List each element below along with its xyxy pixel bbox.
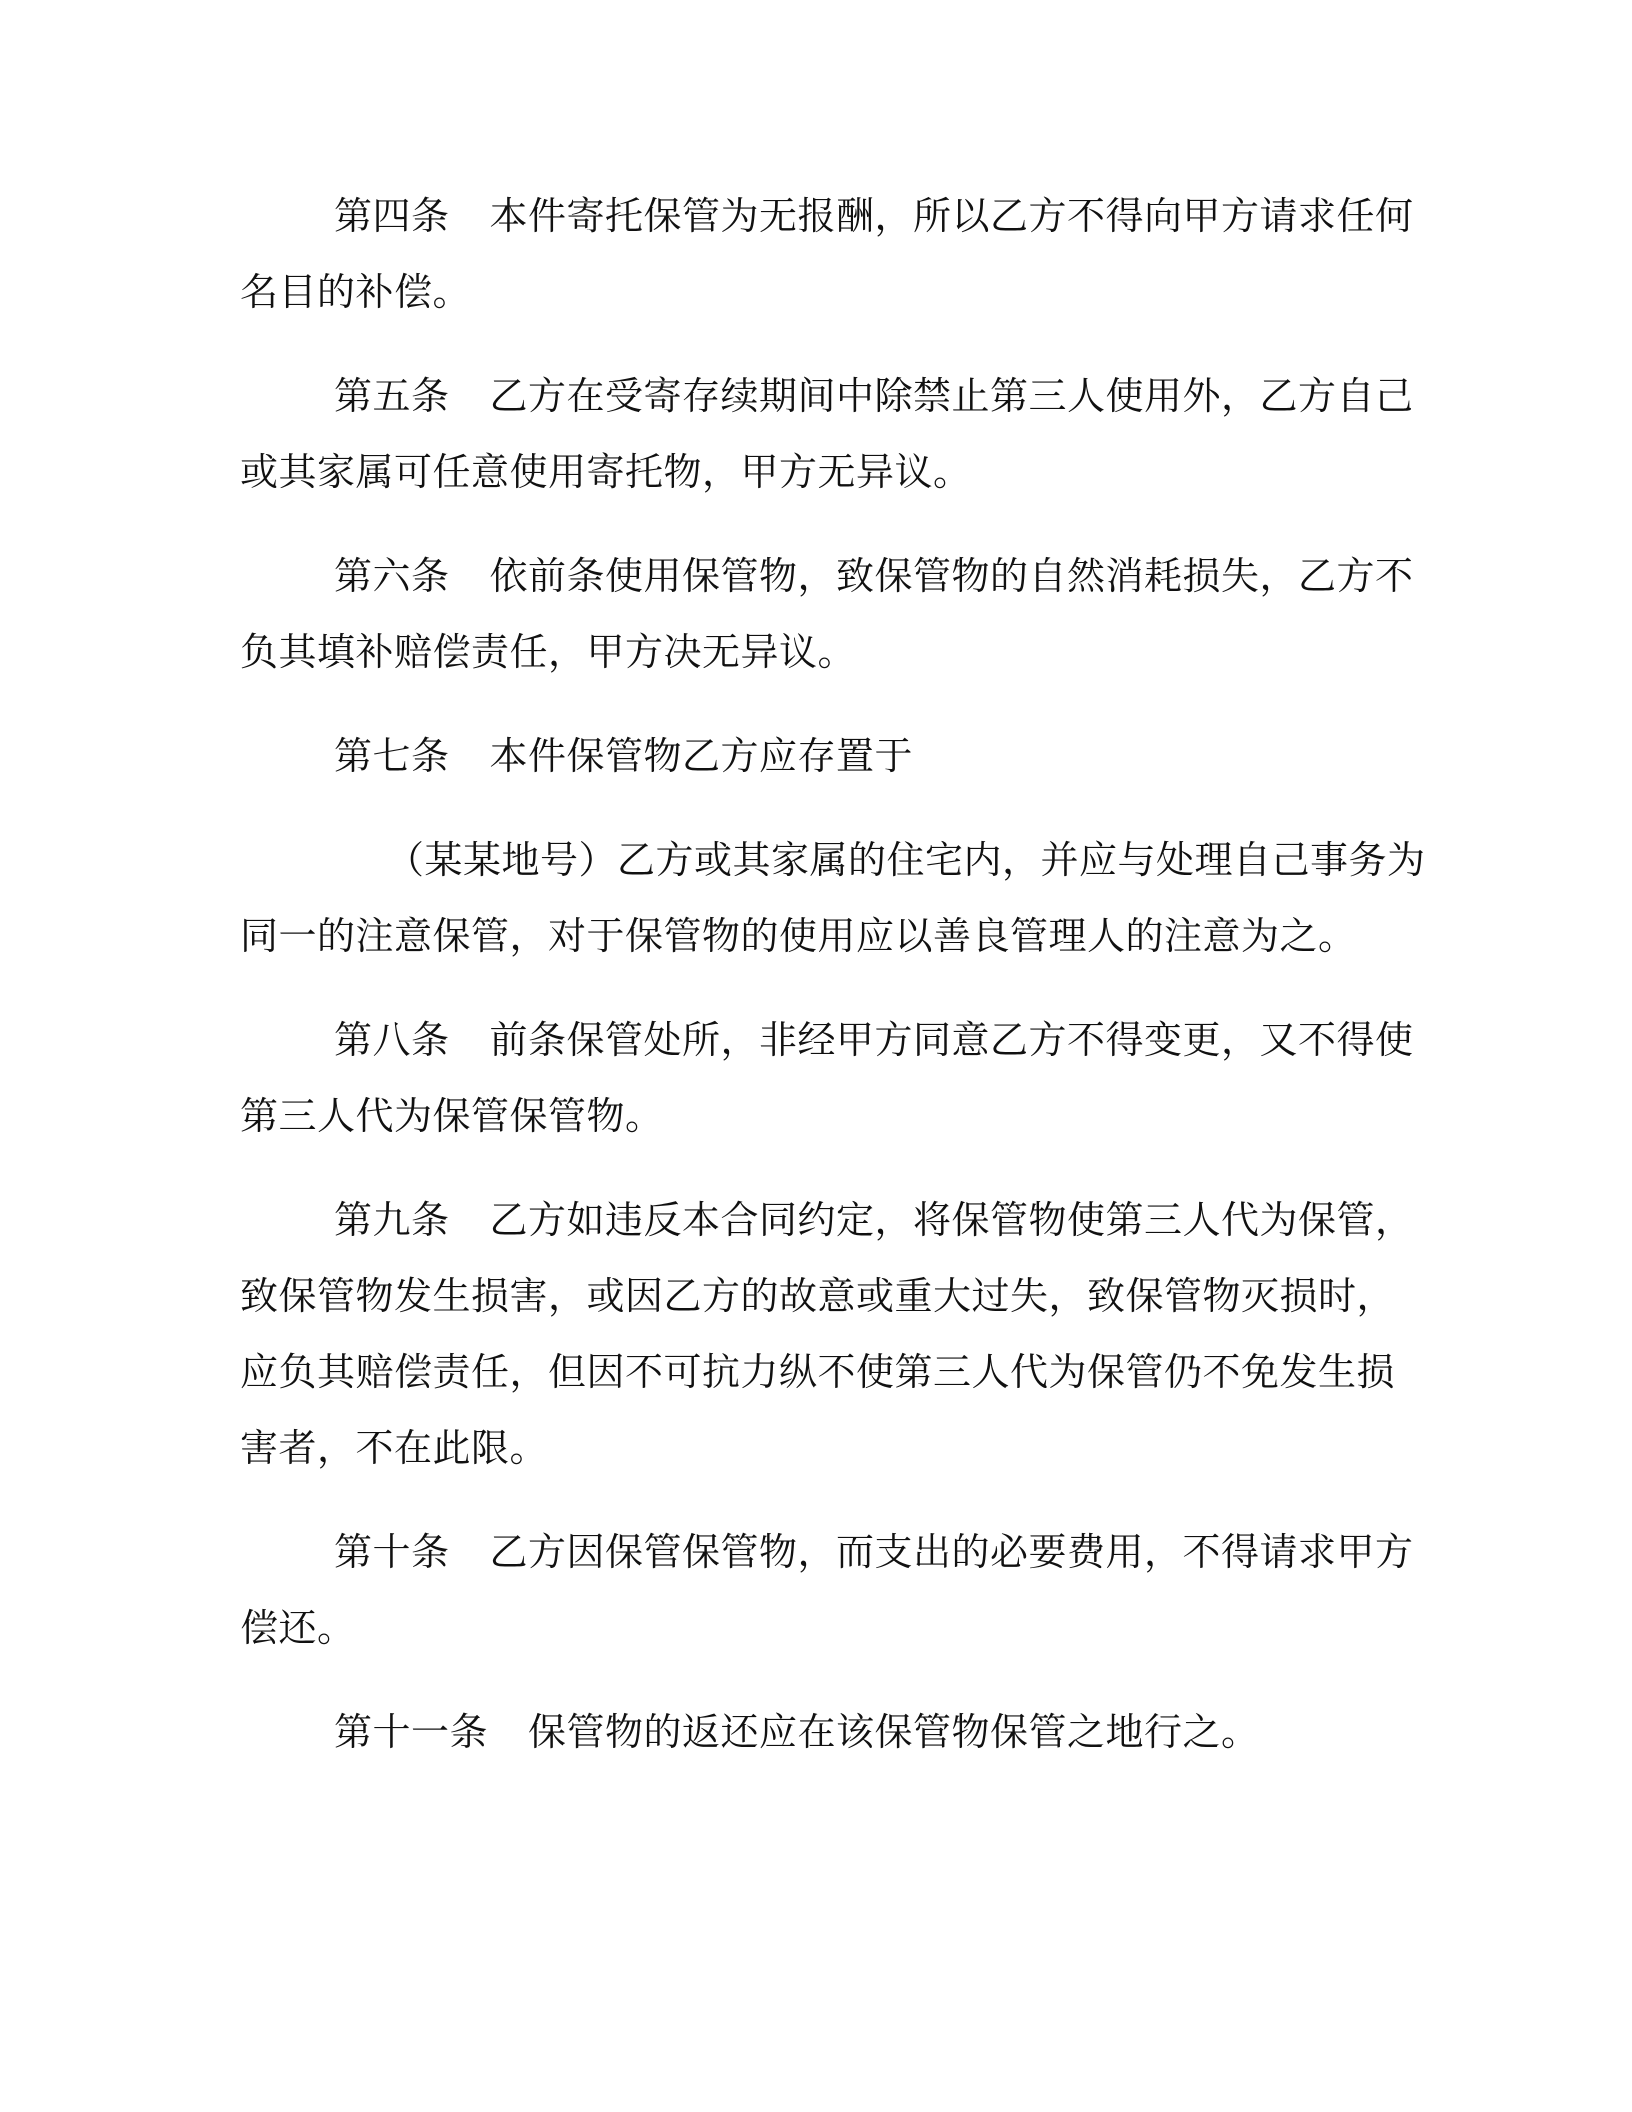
article-7-text-3: 同一的注意保管，对于保管物的使用应以善良管理人的注意为之。 [240,914,1357,958]
article-5-text-1: 乙方在受寄存续期间中除禁止第三人使用外，乙方自己 [489,374,1414,418]
article-9-text-1: 乙方如违反本合同约定，将保管物使第三人代为保管， [489,1198,1414,1242]
article-9-text-2: 致保管物发生损害，或因乙方的故意或重大过失，致保管物灭损时， [240,1274,1396,1318]
article-5-text-2: 或其家属可任意使用寄托物，甲方无异议。 [240,450,972,494]
article-7-heading: 第七条 [334,734,450,778]
article-9-text-3: 应负其赔偿责任，但因不可抗力纵不使第三人代为保管仍不免发生损 [240,1350,1396,1394]
article-11-text-1: 保管物的返还应在该保管物保管之地行之。 [528,1710,1260,1754]
article-4-text-2: 名目的补偿。 [240,270,472,314]
article-8-text-2: 第三人代为保管保管物。 [240,1094,664,1138]
article-4-text-1: 本件寄托保管为无报酬，所以乙方不得向甲方请求任何 [489,194,1414,238]
article-5-heading: 第五条 [334,374,450,418]
article-4-heading: 第四条 [334,194,450,238]
article-8-text-1: 前条保管处所，非经甲方同意乙方不得变更，又不得使 [489,1018,1414,1062]
article-6-heading: 第六条 [334,554,450,598]
article-8-heading: 第八条 [334,1018,450,1062]
article-9-text-4: 害者，不在此限。 [240,1426,549,1470]
article-7-text-2: （某某地号）乙方或其家属的住宅内，并应与处理自己事务为 [386,838,1426,882]
article-10-text-2: 偿还。 [240,1606,356,1650]
article-7-text-1: 本件保管物乙方应存置于 [489,734,914,778]
article-9-heading: 第九条 [334,1198,450,1242]
article-11-heading: 第十一条 [334,1710,489,1754]
article-9-first-line [334,1196,1414,1244]
article-6-text-1: 依前条使用保管物，致保管物的自然消耗损失，乙方不 [489,554,1414,598]
article-10-heading: 第十条 [334,1530,450,1574]
article-11-first-line [334,1708,1260,1756]
article-6-first-line [334,552,1414,600]
article-4-first-line [334,192,1414,240]
article-6-text-2: 负其填补赔偿责任，甲方决无异议。 [240,630,857,674]
article-10-first-line [334,1528,1414,1576]
article-10-text-1: 乙方因保管保管物，而支出的必要费用，不得请求甲方 [489,1530,1414,1574]
article-8-first-line [334,1016,1414,1064]
article-7-first-line [334,732,913,780]
article-5-first-line [334,372,1414,420]
